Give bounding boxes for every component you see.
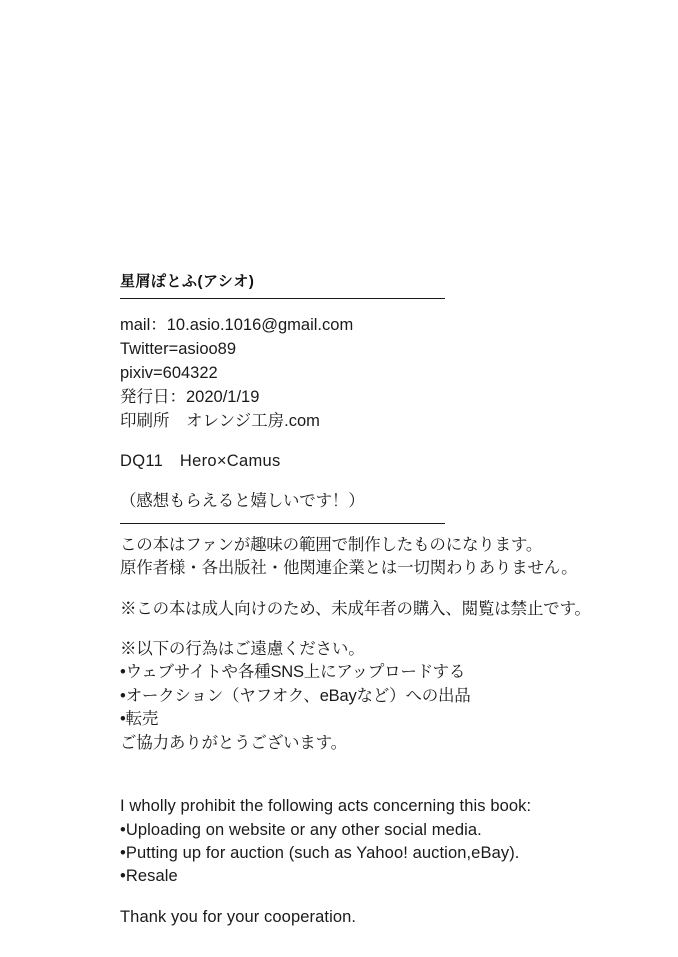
contact-info [120,313,560,433]
circle-name: 星屑ぽとふ(アシオ) [120,273,255,290]
divider-top [120,298,445,299]
spacer [120,755,560,795]
restrictions-en-item-upload: •Uploading on website or any other social media. [120,820,482,839]
spacer [120,889,560,906]
restrictions-jp-item-upload: •ウェブサイトや各種SNS上にアップロードする [120,663,466,682]
disclaimer-line-2: 原作者様・各出版社・他関連企業とは一切関わりありません。 [120,559,578,578]
spacer [120,524,560,534]
contact-pixiv: pixiv=604322 [120,363,218,382]
restrictions-en-heading: I wholly prohibit the following acts concerning this book: [120,797,532,816]
disclaimer-line-1: この本はファンが趣味の範囲で制作したものになります。 [120,535,543,554]
printer-name: 印刷所 オレンジ工房.com [120,411,320,430]
thanks-message: Thank you for your cooperation. [120,907,357,926]
restrictions-jp-item-resale: •転売 [120,710,159,729]
contact-twitter: Twitter=asioo89 [120,339,237,358]
restrictions-jp-item-auction: •オークション（ヤフオク、eBayなど）への出品 [120,686,471,705]
spacer [120,473,560,490]
colophon-block [120,272,591,929]
publication-date: 発行日：2020/1/19 [120,387,260,406]
contact-mail: mail：10.asio.1016@gmail.com [120,315,354,334]
spacer [120,433,560,450]
restrictions-jp-heading: ※以下の行為はご遠慮ください。 [120,640,365,658]
spacer [120,621,560,638]
feedback-note: （感想もらえると嬉しいです！） [120,492,365,511]
age-notice: ※この本は成人向けのため、未成年者の購入、閲覧は禁止です。 [120,599,591,618]
restrictions-en-item-auction: •Putting up for auction (such as Yahoo! auction,eBay). [120,843,520,862]
restrictions-jp-thanks: ご協力ありがとうございます。 [120,733,347,752]
restrictions-en-item-resale: •Resale [120,867,178,886]
spacer [120,581,560,598]
work-title: DQ11 Hero×Camus [120,451,281,470]
